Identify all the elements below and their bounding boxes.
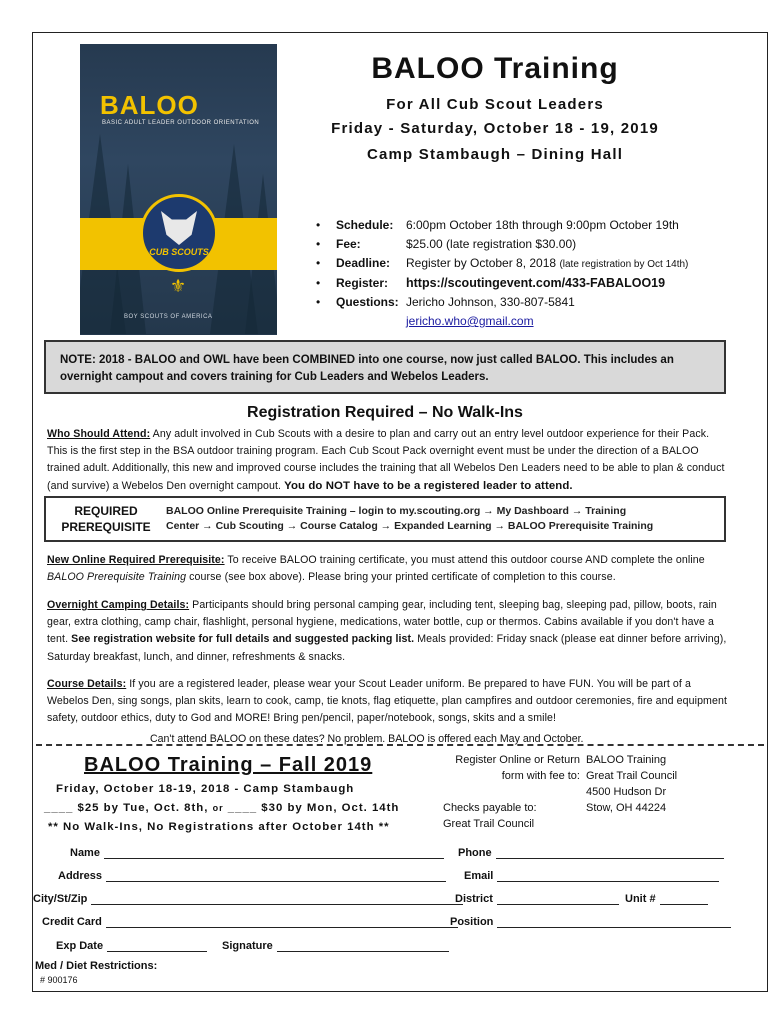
city-state-zip-field[interactable]: City/St/Zip <box>33 890 463 905</box>
credit-card-field[interactable]: Credit Card <box>42 913 458 928</box>
form-no-walkins: ** No Walk-Ins, No Registrations after October 14th ** <box>48 821 390 833</box>
return-label: Register Online or Return form with fee to: <box>455 754 580 782</box>
badge-text: CUB SCOUTS <box>149 247 209 257</box>
info-deadline: • Deadline: Register by October 8, 2018 (late registration by Oct 14th) <box>316 256 689 270</box>
cover-title: BALOO <box>100 90 199 120</box>
wolf-icon <box>161 211 197 245</box>
cover-org-text: BOY SCOUTS OF AMERICA <box>124 314 213 320</box>
subtitle-location: Camp Stambaugh – Dining Hall <box>366 146 624 163</box>
form-fees: ____ $25 by Tue, Oct. 8th, or ____ $30 by Mon, Oct. 14th <box>44 802 400 814</box>
online-prereq-paragraph: New Online Required Prerequisite: To receive BALOO training certificate, you must attend this outdoor course AND complete the online BALOO Prerequisite Training course (see box above). Please bring your printed certificate of completion to this course. <box>47 554 705 584</box>
page-title: BALOO Training <box>371 52 619 85</box>
form-dates: Friday, October 18-19, 2018 - Camp Stambaugh <box>56 783 355 795</box>
cover-image <box>80 44 277 335</box>
name-field[interactable]: Name <box>70 844 444 859</box>
prerequisite-box <box>44 496 726 542</box>
prereq-label: REQUIRED PREREQUISITE <box>61 504 151 534</box>
info-fee: • Fee: $25.00 (late registration $30.00) <box>316 237 577 251</box>
cub-scouts-badge <box>140 194 218 272</box>
registration-heading: Registration Required – No Walk-Ins <box>247 404 523 421</box>
event-info-list <box>316 216 688 331</box>
form-title: BALOO Training – Fall 2019 <box>84 754 373 776</box>
subtitle-dates: Friday - Saturday, October 18 - 19, 2019 <box>331 120 659 137</box>
med-diet-label: Med / Diet Restrictions: <box>35 960 158 972</box>
cover-subtitle: BASIC ADULT LEADER OUTDOOR ORIENTATION <box>102 120 260 126</box>
cut-line <box>36 744 764 746</box>
info-register: • Register: https://scoutingevent.com/433-FABALOO19 <box>316 274 688 293</box>
info-schedule: • Schedule: 6:00pm October 18th through 9:00pm October 19th <box>316 218 679 232</box>
address-field[interactable]: Address <box>58 867 446 882</box>
exp-date-field[interactable]: Exp Date <box>56 937 207 952</box>
form-number: # 900176 <box>40 975 78 985</box>
fleur-de-lis-icon: ⚜ <box>170 276 187 296</box>
subtitle-audience: For All Cub Scout Leaders <box>386 96 604 113</box>
mailing-address: BALOO Training Great Trail Council 4500 Hudson Dr Stow, OH 44224 <box>586 754 678 814</box>
info-questions: • Questions: Jericho Johnson, 330-807-5841 <box>316 295 575 309</box>
who-should-attend: Who Should Attend: Any adult involved in Cub Scouts with a desire to plan and carry out an entry level outdoor experience for their Pack. This is the first step in the BSA outdoor training program. Each Cub Scout Pack overnight event must be under the direction of a BALOO trained adult. Additionally, this new and improved course includes the training that all Webelos Den Leaders need to be able to plan & conduct (and survive) a Webelos Den overnight campout. You do NOT have to be a registered leader to attend. <box>47 428 725 492</box>
register-link[interactable]: https://scoutingevent.com/433-FABALOO19 <box>406 276 666 290</box>
note-box: NOTE: 2018 - BALOO and OWL have been COMBINED into one course, now just called BALOO. This includes an overnight campout and covers training for Cub Leaders and Webelos Leaders. <box>44 340 726 394</box>
prereq-instructions: BALOO Online Prerequisite Training – login to my.scouting.org → My Dashboard → Training Center → Cub Scouting → Course Catalog → Expanded Learning → BALOO Prerequisite Training <box>166 505 654 532</box>
signature-field[interactable]: Signature <box>222 937 449 952</box>
email-field[interactable]: Email <box>464 867 719 882</box>
checks-payable: Checks payable to: Great Trail Council <box>443 802 537 830</box>
cant-attend-text: Can't attend BALOO on these dates? No problem. BALOO is offered each May and October. <box>150 733 584 745</box>
camping-details-paragraph: Overnight Camping Details: Participants should bring personal camping gear, including tent, sleeping bag, sleeping pad, pillow, boots, rain gear, extra clothing, camp chair, flashlight, personal hygiene, medications, water bottle, cup or thermos. Cabins available if you don't have a tent. See registration website for full details and suggested packing list. Meals provided: Friday snack (please eat dinner before arriving), Saturday breakfast, lunch, and dinner, refreshments & snacks. <box>47 599 727 663</box>
course-details-paragraph: Course Details: If you are a registered leader, please wear your Scout Leader uniform. Be prepared to have FUN. You will be part of a Webelos Den, sing songs, plan skits, learn to cook, camp, tie knots, flag etiquette, plan campfires and outdoor ceremonies, fire and equipment safety, outdoor ethics, duty to God and MORE! Bring pen/pencil, paper/notebook, songs, skits and a smile! <box>47 678 728 725</box>
district-field[interactable]: District <box>455 890 619 905</box>
unit-field[interactable]: Unit # <box>625 890 708 905</box>
phone-field[interactable]: Phone <box>458 844 724 859</box>
position-field[interactable]: Position <box>450 913 731 928</box>
email-link[interactable]: jericho.who@gmail.com <box>406 314 534 328</box>
